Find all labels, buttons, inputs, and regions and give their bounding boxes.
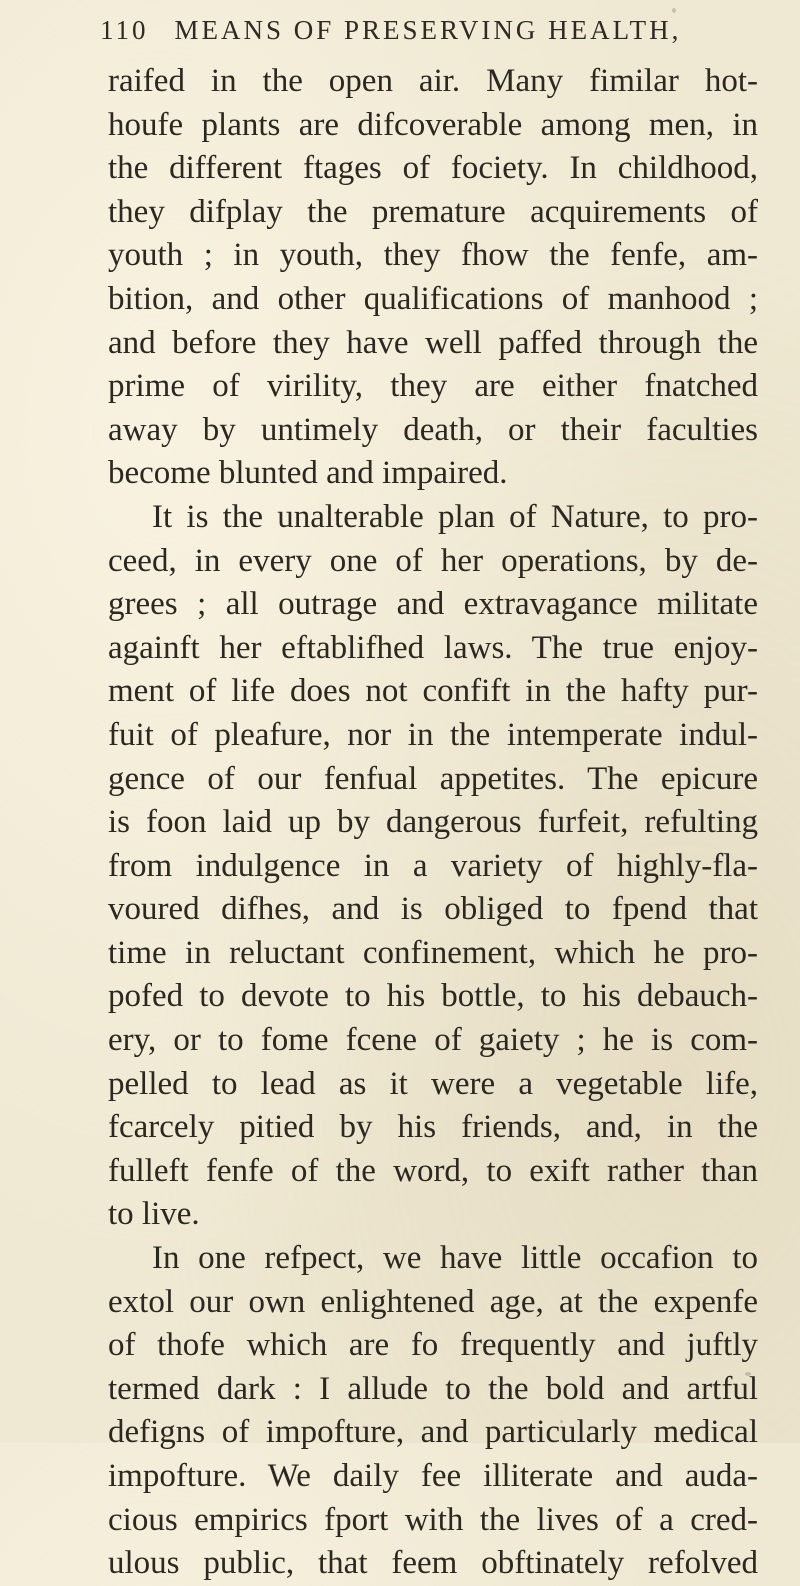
text-line: againft her eftablifhed laws. The true enjoy- (108, 629, 758, 666)
text-line: pelled to lead as it were a vegetable life, (108, 1065, 758, 1102)
text-line: ery, or to fome fcene of gaiety ; he is com- (108, 1022, 758, 1059)
text-line: prime of virility, they are either fnatched (108, 368, 758, 405)
text-line: become blunted and impaired. (108, 455, 508, 492)
text-line: fulleft fenfe of the word, to exift rather than (108, 1152, 758, 1189)
text-line: time in reluctant confinement, which he pro- (108, 934, 758, 971)
running-head (100, 10, 720, 50)
paper-speck (745, 1372, 751, 1376)
text-line: extol our own enlightened age, at the expenfe (108, 1283, 758, 1320)
text-line: ulous public, that feem obftinately refolved (108, 1545, 758, 1582)
text-line: raifed in the open air. Many fimilar hot- (108, 63, 758, 99)
body-text (108, 60, 758, 1586)
text-line: is foon laid up by dangerous furfeit, refulting (108, 804, 758, 841)
page-number: 110 (100, 14, 149, 45)
paragraph-first-line: In one refpect, we have little occafion to (152, 1240, 758, 1277)
text-line: to live. (108, 1196, 200, 1233)
paper-speck (560, 1420, 563, 1423)
text-line: houfe plants are difcoverable among men, in (108, 106, 758, 143)
paper-speck (672, 8, 676, 13)
text-line: gence of our fenfual appetites. The epicure (108, 760, 758, 797)
text-line: ceed, in every one of her operations, by de- (108, 542, 758, 579)
text-line: cious empirics fport with the lives of a cred- (108, 1501, 758, 1538)
text-line: from indulgence in a variety of highly-fla- (108, 847, 758, 884)
text-line: impofture. We daily fee illiterate and auda- (108, 1458, 758, 1494)
text-line: defigns of impofture, and particularly medical (108, 1414, 758, 1451)
text-line: and before they have well paffed through the (108, 324, 758, 361)
text-line: they difplay the premature acquirements of (108, 193, 758, 230)
text-line: bition, and other qualifications of manhood ; (108, 280, 758, 317)
text-line: pofed to devote to his bottle, to his debauch- (108, 978, 758, 1015)
text-line: termed dark : I allude to the bold and artful (108, 1370, 758, 1407)
text-line: grees ; all outrage and extravagance militate (108, 586, 758, 623)
text-line: away by untimely death, or their faculties (108, 411, 758, 448)
text-line: voured difhes, and is obliged to fpend that (108, 891, 758, 928)
text-line: the different ftages of fociety. In childhood, (108, 150, 758, 187)
text-line: ment of life does not confift in the hafty pur- (108, 673, 758, 710)
paragraph-first-line: It is the unalterable plan of Nature, to pro- (152, 498, 758, 535)
running-title: MEANS OF PRESERVING HEALTH, (174, 14, 682, 45)
text-line: fcarcely pitied by his friends, and, in the (108, 1109, 758, 1146)
text-line: of thofe which are fo frequently and juftly (108, 1327, 758, 1364)
text-line: fuit of pleafure, nor in the intemperate indul- (108, 716, 758, 753)
text-line: youth ; in youth, they fhow the fenfe, am- (108, 237, 758, 274)
